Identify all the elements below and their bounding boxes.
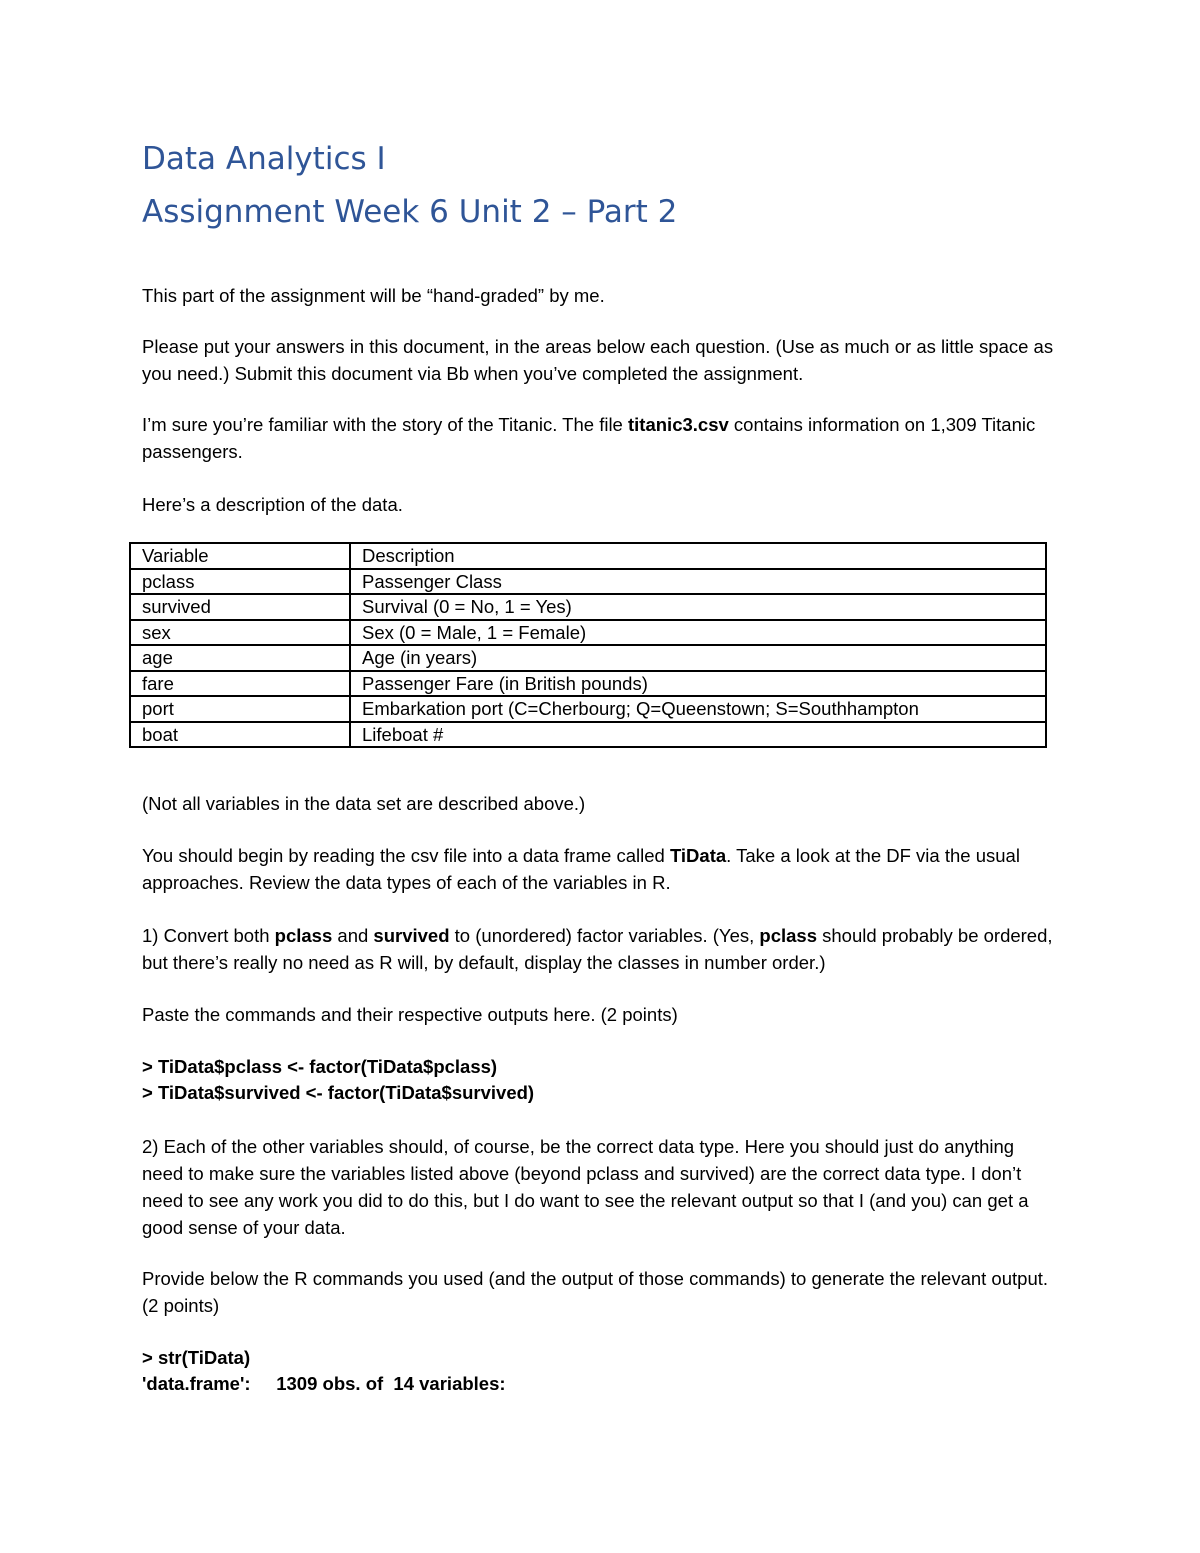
variable-cell: survived (130, 594, 350, 620)
question-1-instructions: Paste the commands and their respective outputs here. (2 points) (142, 1004, 678, 1025)
variable-cell: sex (130, 620, 350, 646)
text-span: should probably be ordered, but there’s really no need as R will, by default, display the classes in number order.) (142, 925, 1053, 973)
text-span: and (332, 925, 374, 946)
table-row (130, 671, 1046, 697)
text-span: I’m sure you’re familiar with the story of the Titanic. The file (142, 414, 628, 435)
text-span: . Take a look at the DF via the usual approaches. Review the data types of each of the variables in R. (142, 845, 1020, 893)
table-row (130, 645, 1046, 671)
description-cell: Passenger Class (350, 569, 1046, 595)
description-cell: Sex (0 = Male, 1 = Female) (350, 620, 1046, 646)
text-span: 1) Convert both (142, 925, 275, 946)
variable-name: survived (373, 925, 450, 946)
variable-cell: age (130, 645, 350, 671)
description-cell: Lifeboat # (350, 722, 1046, 748)
table-header-cell: Description (350, 543, 1046, 569)
table-header-cell: Variable (130, 543, 350, 569)
variable-cell: boat (130, 722, 350, 748)
description-cell: Age (in years) (350, 645, 1046, 671)
table-row (130, 696, 1046, 722)
intro-paragraph: This part of the assignment will be “hand-graded” by me. (142, 285, 605, 306)
file-name: titanic3.csv (628, 414, 729, 435)
text-span: You should begin by reading the csv file into a data frame called (142, 845, 670, 866)
dataframe-name: TiData (669, 845, 727, 866)
note-paragraph: (Not all variables in the data set are described above.) (142, 793, 586, 814)
description-intro: Here’s a description of the data. (142, 494, 403, 515)
code-line: > TiData$pclass <- factor(TiData$pclass) (142, 1056, 498, 1077)
description-cell: Passenger Fare (in British pounds) (350, 671, 1046, 697)
code-line: > str(TiData) (142, 1347, 251, 1368)
question-2-instructions: Provide below the R commands you used (and the output of those commands) to generate the relevant output. (2 points) (142, 1268, 1049, 1316)
description-cell: Embarkation port (C=Cherbourg; Q=Queenstown; S=Southhampton (350, 696, 1046, 722)
variable-name: pclass (759, 925, 817, 946)
variable-cell: port (130, 696, 350, 722)
text-span: contains information on 1,309 Titanic passengers. (142, 414, 1036, 462)
begin-paragraph (142, 842, 1057, 896)
variable-cell: fare (130, 671, 350, 697)
table-header-row (130, 543, 1046, 569)
table-row (130, 620, 1046, 646)
titanic-paragraph (142, 411, 1057, 465)
question-2: 2) Each of the other variables should, of course, be the correct data type. Here you should just do anything need to make sure the variables listed above (beyond pclass and survived) are the correct data type. I don’t need to see any work you did to do this, but I do want to see the relevant output so that I (and you) can get a good sense of your data. (142, 1136, 1029, 1238)
document-title: Data Analytics I (142, 141, 386, 177)
table-row (130, 722, 1046, 748)
table-row (130, 594, 1046, 620)
variable-cell: pclass (130, 569, 350, 595)
text-span: to (unordered) factor variables. (Yes, (449, 925, 760, 946)
instructions-paragraph: Please put your answers in this document, in the areas below each question. (Use as much or as little space as you need.) Submit this document via Bb when you’ve completed the assignment. (142, 336, 1054, 384)
code-line: > TiData$survived <- factor(TiData$survived) (142, 1082, 535, 1103)
document-subtitle: Assignment Week 6 Unit 2 – Part 2 (142, 194, 678, 230)
question-1 (142, 922, 1057, 976)
variables-table (129, 542, 1047, 748)
code-output-line: 'data.frame': 1309 obs. of 14 variables: (142, 1373, 506, 1394)
table-row (130, 569, 1046, 595)
description-cell: Survival (0 = No, 1 = Yes) (350, 594, 1046, 620)
variable-name: pclass (274, 925, 333, 946)
